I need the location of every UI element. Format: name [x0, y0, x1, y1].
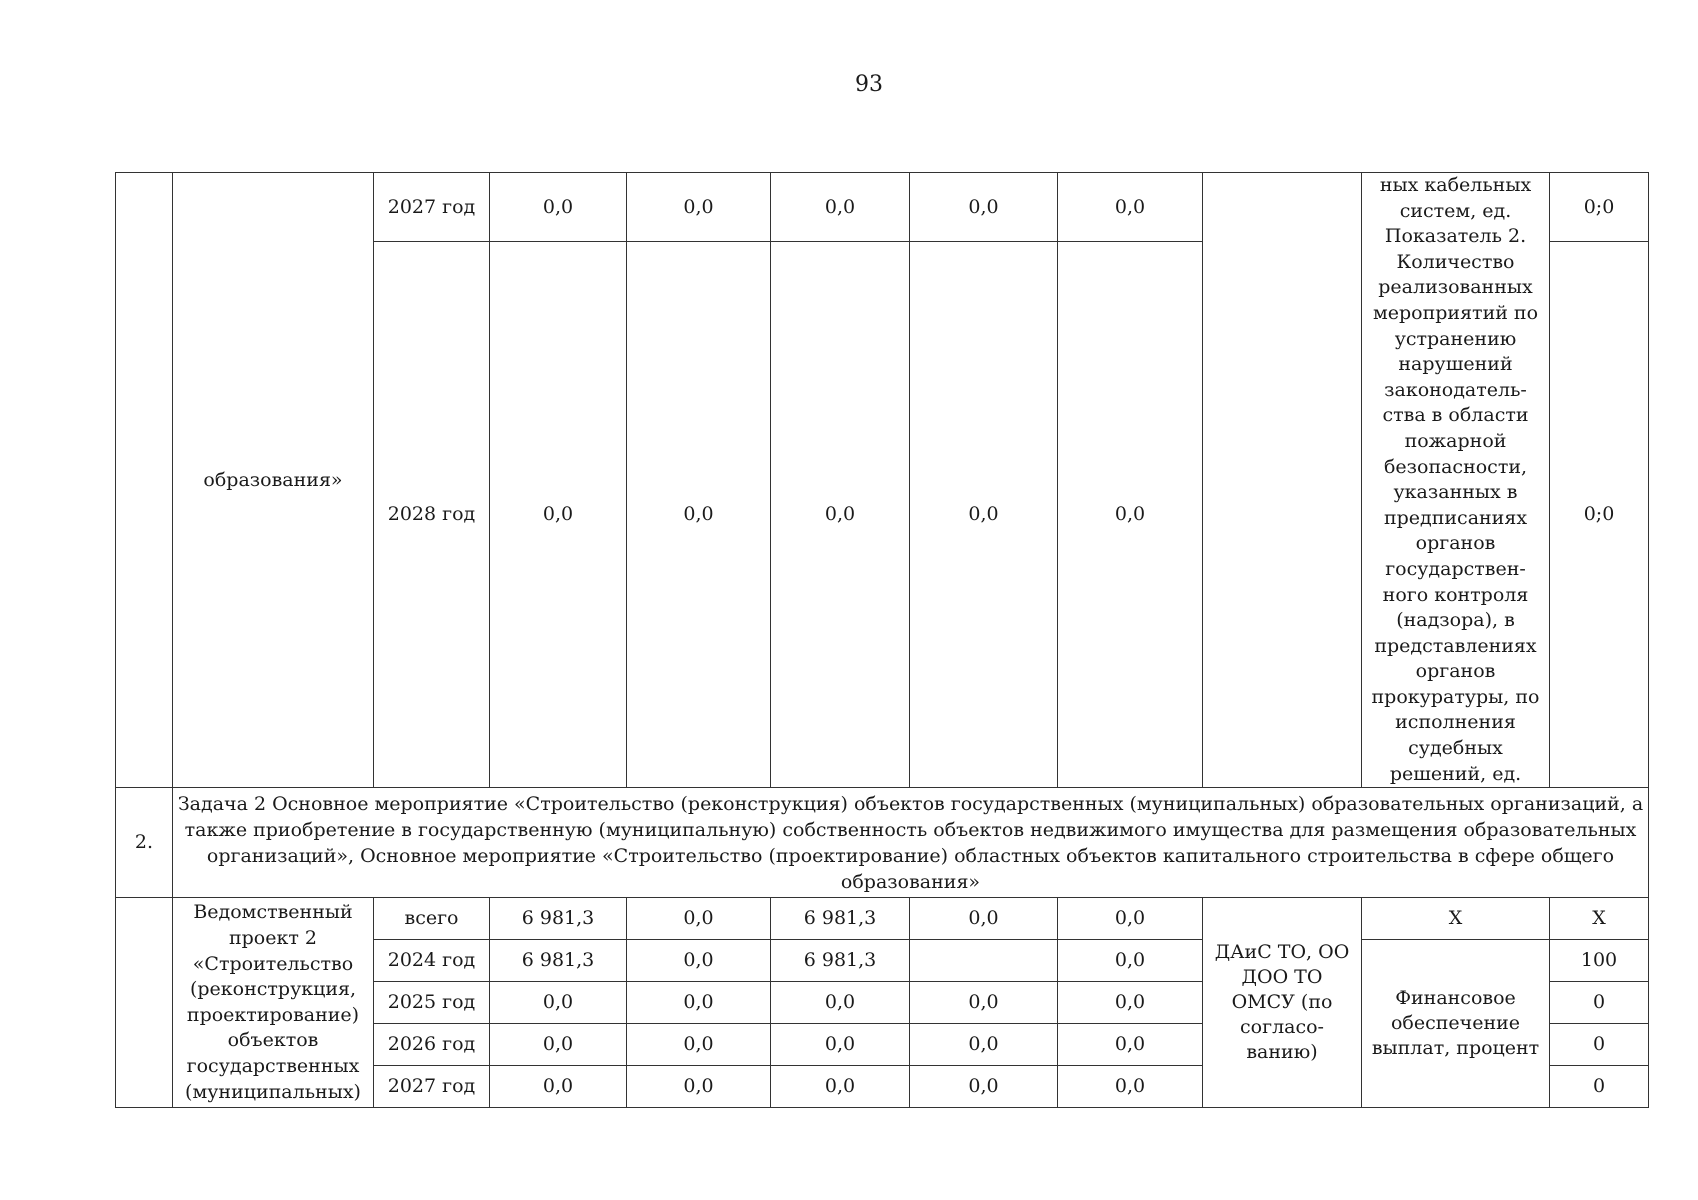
value-cell: 0,0 — [771, 1066, 910, 1108]
value-cell: 0,0 — [490, 242, 627, 788]
value-cell: 0,0 — [490, 1024, 627, 1066]
value-cell: 0,0 — [910, 242, 1058, 788]
value-cell: 0,0 — [910, 982, 1058, 1024]
value-cell: 0,0 — [627, 173, 771, 242]
task-number-cell: 2. — [116, 788, 173, 898]
value-cell: 0,0 — [627, 898, 771, 940]
indicator-cell: Х — [1362, 898, 1550, 940]
value-cell: 0,0 — [910, 1024, 1058, 1066]
page-number: 93 — [855, 72, 883, 97]
value-cell: 0,0 — [1058, 982, 1203, 1024]
value-cell: 6 981,3 — [771, 940, 910, 982]
period-cell: всего — [374, 898, 490, 940]
task-row — [116, 788, 1649, 898]
executor-cell — [1203, 173, 1362, 788]
indicator-cell: ных кабельных систем, ед. Показатель 2. Количество реализованных мероприятий по устранению нарушений законодатель-ства в области пожарной безопасности, указанных в предписаниях органов государствен-ного контроля (надзора), в представлениях органов прокуратуры, по исполнения судебных решений, ед. — [1362, 173, 1550, 788]
value-cell: 0,0 — [1058, 242, 1203, 788]
target-cell: 0;0 — [1550, 173, 1649, 242]
value-cell: 0,0 — [771, 1024, 910, 1066]
target-cell: 0 — [1550, 1066, 1649, 1108]
value-cell: 0,0 — [627, 940, 771, 982]
value-cell: 0,0 — [627, 982, 771, 1024]
target-cell: 0;0 — [1550, 242, 1649, 788]
period-cell: 2024 год — [374, 940, 490, 982]
period-cell: 2027 год — [374, 1066, 490, 1108]
executor-cell: ДАиС ТО, ОО ДОО ТО ОМСУ (по согласо-ванию) — [1203, 898, 1362, 1108]
value-cell: 0,0 — [910, 173, 1058, 242]
value-cell: 0,0 — [1058, 1024, 1203, 1066]
row-number-cell — [116, 898, 173, 1108]
target-cell: 100 — [1550, 940, 1649, 982]
value-cell: 0,0 — [490, 1066, 627, 1108]
value-cell: 0,0 — [1058, 940, 1203, 982]
value-cell: 0,0 — [771, 242, 910, 788]
value-cell: 0,0 — [771, 173, 910, 242]
value-cell: 0,0 — [490, 173, 627, 242]
value-cell: 0,0 — [627, 1066, 771, 1108]
value-cell: 0,0 — [910, 898, 1058, 940]
value-cell: 0,0 — [490, 982, 627, 1024]
target-cell: 0 — [1550, 1024, 1649, 1066]
value-cell: 0,0 — [627, 242, 771, 788]
value-cell: 6 981,3 — [490, 940, 627, 982]
period-cell: 2026 год — [374, 1024, 490, 1066]
value-cell: 6 981,3 — [490, 898, 627, 940]
row-number-cell — [116, 173, 173, 788]
value-cell: 0,0 — [1058, 898, 1203, 940]
period-cell: 2028 год — [374, 242, 490, 788]
table-row — [116, 898, 1649, 940]
period-cell: 2025 год — [374, 982, 490, 1024]
indicator-cell: Финансовое обеспечение выплат, процент — [1362, 940, 1550, 1108]
value-cell: 0,0 — [771, 982, 910, 1024]
value-cell: 0,0 — [1058, 173, 1203, 242]
value-cell: 0,0 — [627, 1024, 771, 1066]
event-name-cell: образования» — [173, 173, 374, 788]
value-cell: 0,0 — [910, 1066, 1058, 1108]
table-row — [116, 173, 1649, 242]
task-text-cell: Задача 2 Основное мероприятие «Строительство (реконструкция) объектов государственных (муниципальных) образовательных организаций, а также приобретение в государственную (муниципальную) собственность объектов недвижимого имущества для размещения образовательных организаций», Основное мероприятие «Строительство (проектирование) областных объектов капитального строительства в сфере общего образования» — [173, 788, 1649, 898]
value-cell: 6 981,3 — [771, 898, 910, 940]
value-cell — [910, 940, 1058, 982]
target-cell: Х — [1550, 898, 1649, 940]
target-cell: 0 — [1550, 982, 1649, 1024]
project-name-cell: Ведомственный проект 2 «Строительство (реконструкция, проектирование) объектов государственных (муниципальных) — [173, 898, 374, 1108]
value-cell: 0,0 — [1058, 1066, 1203, 1108]
period-cell: 2027 год — [374, 173, 490, 242]
program-table — [115, 172, 1649, 1108]
